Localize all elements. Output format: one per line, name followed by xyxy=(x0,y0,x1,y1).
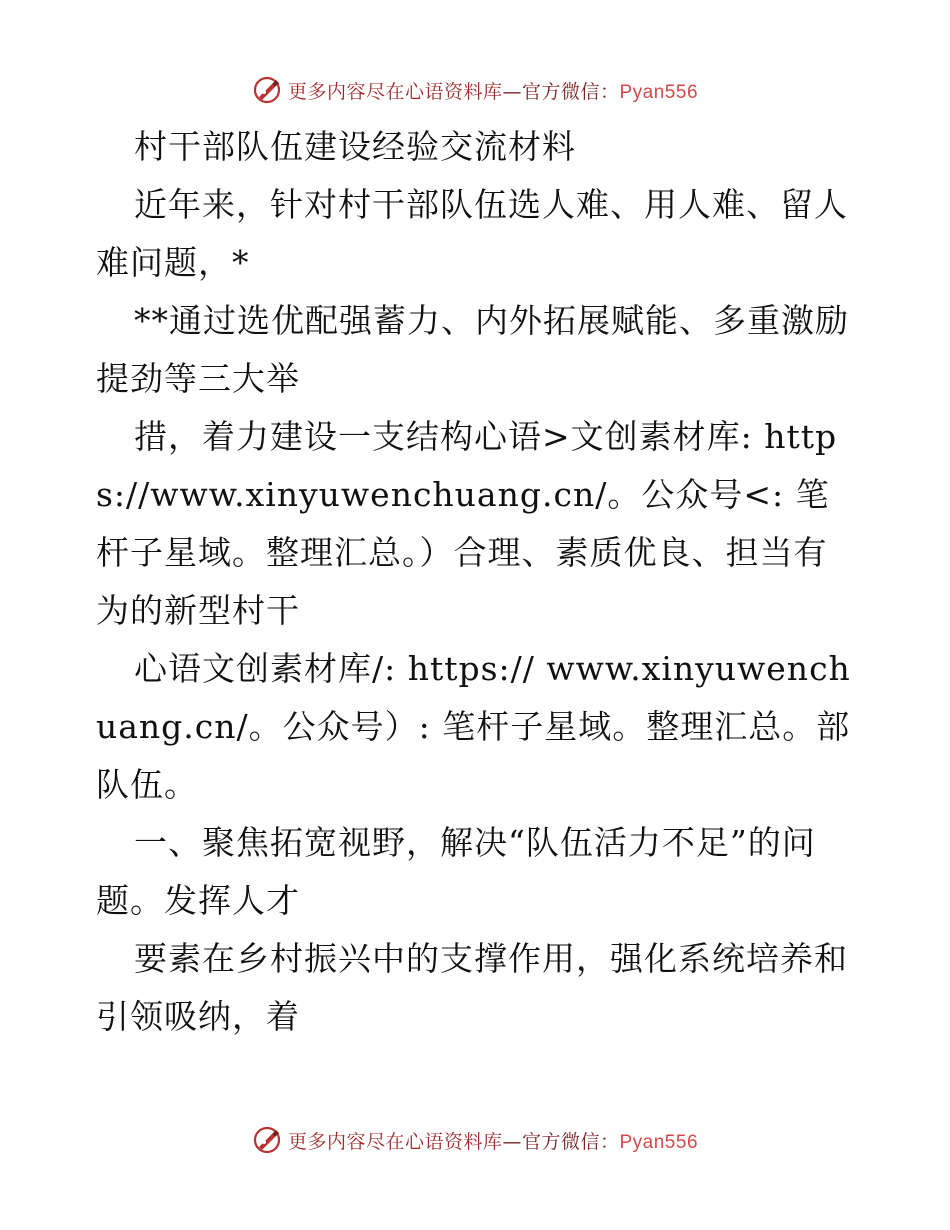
paragraph: **通过选优配强蓄力、内外拓展赋能、多重激励提劲等三大举 xyxy=(96,301,849,398)
paragraph: 要素在乡村振兴中的支撑作用，强化系统培养和引领吸纳，着 xyxy=(96,939,848,1036)
banner-main: 更多内容尽在心语资料库 xyxy=(287,80,503,103)
banner-dash: — xyxy=(502,1130,522,1153)
paragraph: 近年来，针对村干部队伍选人难、用人难、留人难问题，* xyxy=(96,185,848,282)
banner-wechat-id: Pyan556 xyxy=(619,81,699,103)
document-body xyxy=(96,118,856,1046)
banner-wechat-id: Pyan556 xyxy=(619,1131,699,1153)
footer-banner xyxy=(0,1120,950,1160)
paragraph: 措，着力建设一支结构心语>文创素材库: https://www.xinyuwenchuang.cn/。公众号<: 笔杆子星域。整理汇总。）合理、素质优良、担当有为的新型村干 xyxy=(96,417,838,630)
banner-main: 更多内容尽在心语资料库 xyxy=(287,1130,503,1153)
banner-wechat-label: 官方微信： xyxy=(521,1130,620,1153)
pen-logo-icon xyxy=(252,75,282,105)
banner-wechat-label: 官方微信： xyxy=(521,80,620,103)
document-title: 村干部队伍建设经验交流材料 xyxy=(134,127,576,166)
section-heading: 一、聚焦拓宽视野，解决“队伍活力不足”的问题。发挥人才 xyxy=(96,823,816,920)
header-banner xyxy=(0,70,950,110)
banner-dash: — xyxy=(502,80,522,103)
pen-logo-icon xyxy=(252,1125,282,1155)
banner-text xyxy=(288,1127,698,1154)
banner-text xyxy=(288,77,698,104)
paragraph: 心语文创素材库/: https:// www.xinyuwenchuang.cn/。公众号）: 笔杆子星域。整理汇总。部队伍。 xyxy=(96,649,851,804)
